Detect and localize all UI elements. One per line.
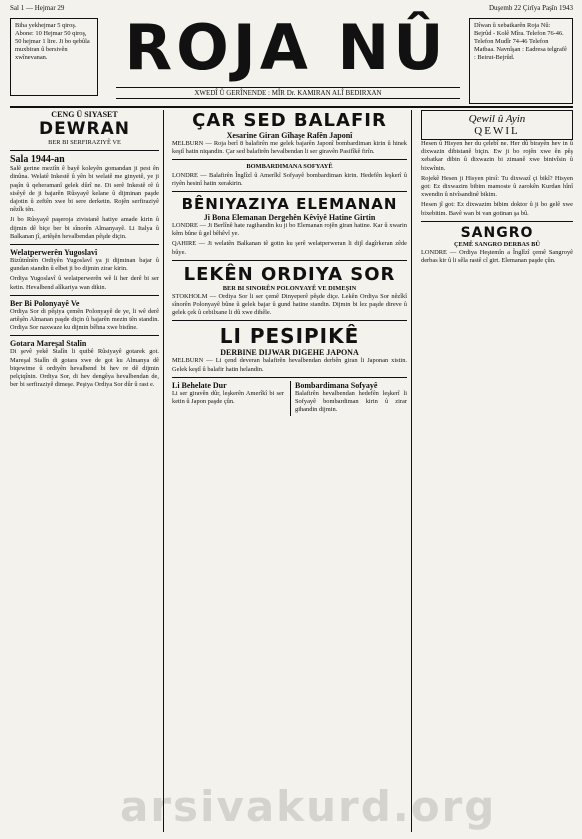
article-heading: Bombardimana Sofyayê	[295, 380, 378, 390]
headline-car-sed-balafir: ÇAR SED BALAFIR	[192, 110, 387, 131]
article-text: MELBURN — Li çend deveran balafirên hevalbendan derbên giran li Japonan xistin. Gelek keştî û balafir hatin helandin.	[172, 357, 407, 373]
headline-beniyaziya: BÊNIYAZIYA ELEMANAN	[181, 194, 398, 213]
article-text: Di şevê yekê Stalîn li qutbê Rûsiyayê gotarek got. Mareşal Stalîn di gotara xwe de got ku Almanya dê biqewime û ordiyên hevalbend bi hev re dê dijmin pelçiqînin. Ordiya Sor, di hev dengêya hevalbendan de, ber bi serfiraziyê dimeşe. Peşiya Ordiya Sor dûr û rast e.	[10, 348, 159, 389]
subheadline: BER BI SINORÊN POLONYAYÊ VE DIMEŞIN	[222, 284, 357, 292]
lesson-title: Qewil û Ayin	[468, 113, 526, 125]
language-lesson-box	[421, 110, 573, 140]
divider	[172, 159, 407, 160]
divider	[10, 150, 159, 151]
article-text: LONDRE — Balafirên Înglîzî û Amerîkî Sofyayê bombardiman kirin. Hedefên leşkerî û riyên hesinî hatin xerakirin.	[172, 171, 407, 187]
article-heading: Gotara Mareşal Stalîn	[10, 339, 87, 349]
article-text: Bizûtnînên Ordiyên Yugoslavî ya ji dijminan bajar û gundan standin û elbet ji bo dijmin zirar kirin.	[10, 256, 159, 273]
article-text: STOKHOLM — Ordiya Sor li ser çemê Dinyeperê pêşde diçe. Lekên Ordiya Sor nêzîkî sînorên Polonyayê bûne û gelek bajar û gund hatine standin. Dijmin bi lez paşde direve û gelek çek û cebilxane li dû xwe dihêle.	[172, 292, 407, 317]
article-text: QAHIRE — Ji welatên Balkanan tê gotin ku şerê welatperweran li dijî dagîrkeran zêde bûye.	[172, 240, 407, 256]
headline-sangro: SANGRO	[460, 224, 534, 241]
column-right	[417, 110, 573, 832]
column-center	[168, 110, 412, 832]
bottom-articles	[172, 381, 407, 417]
article-text: Ordiya Yugoslavî û welatperwerên wê li her derê bi ser ketin. Hevalbend alîkariya wan dikin.	[10, 275, 159, 291]
divider	[10, 295, 159, 296]
section-heading: CENG Û SIYASET	[51, 110, 118, 119]
divider	[172, 320, 407, 321]
article-text: Salê gerine meziîn ê bayê koleyên gomandan ji pest ên dinûna. Welatê Inkestê û yên bi welatê me ginyetê, ye ji paşîn û qeheramanî gelek dûrî ne. Di serê Inkestê rê û sisêyê de ji bajarên Rûsyayê kelane û dijminan paşde dajotin û zeftên xwe bi sere derketin. Rojên serfiraziyê nêzîk tên.	[10, 165, 159, 214]
article-text: Hesen û Hisyen her du çelebî ne. Her dû birayên hev in û dixwazin dibistanê biçin. Ew ji bo rojên xwe ên pêş xebatkar dibin û dixwazin bi zimanê xwe binivîsin û bixwînin.	[421, 140, 573, 172]
divider	[172, 260, 407, 261]
subheadline: ÇEMÊ SANGRO DERBAS BÛ	[453, 240, 541, 248]
divider	[10, 335, 159, 336]
issue-number: Sal 1 — Hejmar 29	[10, 4, 65, 12]
article-text: Ji bo Rûsyayê paşeroja zivistanê hatiye amade kirin û dijmin dê biçe ber bi sînorên Almanyayê. Li Italya û Balkanan jî, artêşên hevalbendan pêşde diçin.	[10, 216, 159, 240]
article-text: Hesen jî got: Ez dixwazim bibim doktor û ji bo gelê xwe bixebitim. Bavê wan bi van gotinan şa bû.	[421, 201, 573, 217]
article-text: LONDRE — Ordiya Heştemîn a Înglîzî çemê Sangroyê derbas kir û li sêla rastê cî girt. Elemanan paşde çûn.	[421, 248, 573, 265]
divider	[421, 221, 573, 222]
article-heading: Welatperwerên Yugoslavî	[10, 247, 98, 257]
subheadline: BER BI SERFIRAZIYÊ VE	[48, 139, 121, 146]
headline-li-pesipike: LI PESIPIKÊ	[219, 324, 360, 349]
article-behelate	[172, 381, 284, 417]
article-bombardimana	[290, 381, 407, 417]
issue-date: Duşemb 22 Çirîya Paşîn 1943	[489, 4, 573, 12]
article-text: Li ser giravên dûr, leşkerên Amerîkî bi ser ketin û Japon paşde çûn.	[172, 389, 284, 406]
article-text: LONDRE — Ji Berlînê hate ragihandin ku ji bo Elemanan rojên giran hatine. Kar û xwarin kêm bûne û gel bêhêvî ye.	[172, 221, 407, 238]
divider	[172, 191, 407, 192]
divider	[10, 244, 159, 245]
subheadline: DERBINE DIJWAR DIGEHE JAPONA	[220, 348, 359, 358]
article-text: Balafirên hevalbendan hedefên leşkerî li Sofyayê bombardiman kirin û zirar gihandin dijmin.	[295, 389, 407, 414]
contact-box: Dîwan û xebatkarên Roja Nû: Bejrûd - Kolê Mîra. Telefon 76-46. Telefon Mudîr 74-46 Telefon Matbaa. Navnîşan : Eadresa telgrafê : Beirut-Bejrûd.	[469, 18, 573, 104]
headline-leken-ordiya-sor: LEKÊN ORDIYA SOR	[183, 263, 396, 285]
article-text: MELBURN — Roja berî 8 balafirên me gelek bajarên Japonî bombardiman kirin û hinek keştî hatin niqandin. Çar sed balafirên hevalbendan li ser giravên Pasifîkê firîn.	[172, 140, 407, 156]
headline-dewran: DEWRAN	[39, 119, 130, 139]
article-text: Ordiya Sor di pêşiya çemên Polonyayê de ye, li wê derê artêşên Almanan paşde diçin û bajarên mezin tên standin. Ordiya Sor naxwaze ku dijmin bêhna xwe bistîne.	[10, 307, 159, 332]
lesson-title-uppercase: QEWIL	[474, 125, 520, 137]
column-left	[10, 110, 164, 832]
article-heading: Ber Bi Polonyayê Ve	[10, 298, 80, 308]
article-heading: Sala 1944-an	[10, 154, 65, 166]
subscription-box: Biha yekhejmar 5 qiroş. Abone: 10 Hejmar 50 qiroş, 50 hejmar 1 lire. Ji bo qebûla muxbiran û bersivên xwînevanan.	[10, 18, 98, 96]
subheadline: Xesarine Giran Gîhaşe Rafên Japonî	[226, 131, 353, 140]
divider	[172, 377, 407, 378]
header-rule	[10, 106, 573, 108]
newspaper-title: ROJA NÛ	[124, 11, 448, 84]
publisher-line: XWEDÎ Û GERÎNENDE : MÎR Dr. KAMIRAN ALÎ BEDIRXAN	[116, 87, 460, 99]
watermark: arsivakurd.org	[120, 782, 497, 831]
subheadline: Ji Bona Elemanan Dergehên Kêvîyê Hatine Girtin	[203, 212, 376, 222]
article-heading: BOMBARDIMANA SOFYAYÊ	[246, 163, 333, 171]
article-heading: Li Behelate Dur	[172, 380, 227, 390]
article-text: Rojekê Hesen ji Hisyen pirsî: Tu dixwazî çi bikî? Hisyen got: Ez dixwazim bibim mamoste û zarokên Kurdan hînî xwendin û nivîsandinê bikim.	[421, 174, 573, 199]
